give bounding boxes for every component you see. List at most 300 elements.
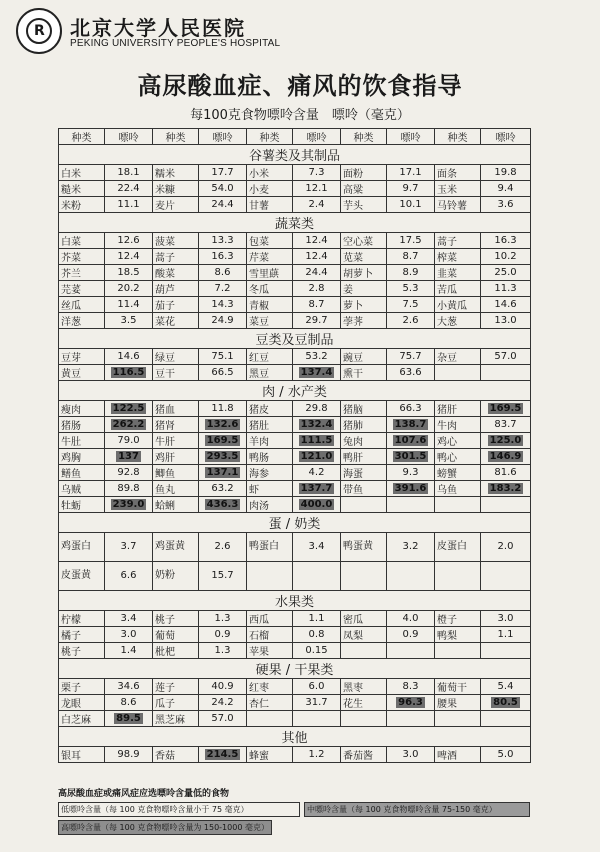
food-name: 猪皮 [247, 401, 293, 417]
purine-value: 7.3 [293, 165, 341, 181]
purine-value: 8.7 [293, 297, 341, 313]
high-purine-value: 132.6 [206, 419, 239, 430]
table-row [59, 627, 531, 643]
food-name: 茄子 [153, 297, 199, 313]
table-row [59, 297, 531, 313]
purine-value: 17.7 [199, 165, 247, 181]
food-name [341, 562, 387, 591]
purine-value: 2.4 [293, 197, 341, 213]
food-name: 青椒 [247, 297, 293, 313]
food-name: 马铃薯 [435, 197, 481, 213]
food-name: 皮蛋黄 [59, 562, 105, 591]
table-row [59, 695, 531, 711]
table-row [59, 349, 531, 365]
food-name: 韭菜 [435, 265, 481, 281]
food-name: 海蛋 [341, 465, 387, 481]
food-name: 石榴 [247, 627, 293, 643]
high-purine-value: 121.0 [300, 451, 333, 462]
purine-value: 25.0 [481, 265, 531, 281]
food-name: 苋菜 [341, 249, 387, 265]
purine-value [105, 449, 153, 465]
purine-value: 7.2 [199, 281, 247, 297]
hospital-header [8, 6, 368, 58]
legend-high: 高嘌呤含量（每 100 克食物嘌呤含量为 150-1000 毫克） [58, 820, 272, 835]
section-header-row [59, 213, 531, 233]
table-row [59, 233, 531, 249]
food-name: 鸡肝 [153, 449, 199, 465]
purine-value [387, 449, 435, 465]
purine-value [387, 695, 435, 711]
food-name: 葫芦 [153, 281, 199, 297]
food-name: 芋头 [341, 197, 387, 213]
purine-value: 8.3 [387, 679, 435, 695]
food-name: 猪肝 [435, 401, 481, 417]
purine-value: 1.1 [293, 611, 341, 627]
food-name: 鸭蛋白 [247, 533, 293, 562]
column-header-row [59, 129, 531, 145]
purine-value: 17.5 [387, 233, 435, 249]
purine-value [481, 481, 531, 497]
purine-value: 12.6 [105, 233, 153, 249]
purine-value [481, 497, 531, 513]
purine-value [293, 417, 341, 433]
column-header: 嘌呤 [481, 129, 531, 145]
table-row [59, 747, 531, 763]
food-name: 鸭肝 [341, 449, 387, 465]
purine-value: 12.4 [293, 249, 341, 265]
table-row [59, 679, 531, 695]
section-title: 蛋 / 奶类 [59, 513, 531, 533]
food-name: 包菜 [247, 233, 293, 249]
food-name: 密瓜 [341, 611, 387, 627]
section-header-row [59, 727, 531, 747]
purine-value [481, 711, 531, 727]
section-title: 蔬菜类 [59, 213, 531, 233]
food-name: 带鱼 [341, 481, 387, 497]
purine-value: 5.4 [481, 679, 531, 695]
purine-value [105, 401, 153, 417]
food-name: 酸菜 [153, 265, 199, 281]
food-name: 洋葱 [59, 313, 105, 329]
purine-value: 2.6 [387, 313, 435, 329]
purine-value: 16.3 [481, 233, 531, 249]
high-purine-value: 214.5 [206, 749, 239, 760]
food-name: 豆芽 [59, 349, 105, 365]
food-name: 米粉 [59, 197, 105, 213]
page-subtitle: 每100克食物嘌呤含量 嘌呤（毫克） [190, 108, 410, 123]
purine-value: 15.7 [199, 562, 247, 591]
purine-value: 2.8 [293, 281, 341, 297]
food-name: 羊肉 [247, 433, 293, 449]
section-header-row [59, 513, 531, 533]
purine-value: 92.8 [105, 465, 153, 481]
food-name: 虾 [247, 481, 293, 497]
food-name: 鱼丸 [153, 481, 199, 497]
purine-value: 5.3 [387, 281, 435, 297]
food-name: 蒿子 [435, 233, 481, 249]
food-name: 葡萄 [153, 627, 199, 643]
table-row [59, 313, 531, 329]
section-header-row [59, 591, 531, 611]
page-title: 高尿酸血症、痛风的饮食指导 [137, 72, 463, 100]
purine-value: 24.2 [199, 695, 247, 711]
purine-value [387, 497, 435, 513]
purine-value [293, 562, 341, 591]
purine-value: 11.4 [105, 297, 153, 313]
food-name: 麦片 [153, 197, 199, 213]
food-name: 黑芝麻 [153, 711, 199, 727]
food-name: 牡蛎 [59, 497, 105, 513]
food-name: 龙眼 [59, 695, 105, 711]
purine-value: 4.0 [387, 611, 435, 627]
table-row [59, 481, 531, 497]
food-name: 菜花 [153, 313, 199, 329]
legend-low: 低嘌呤含量（每 100 克食物嘌呤含量小于 75 毫克） [58, 802, 300, 817]
high-purine-value: 301.5 [394, 451, 427, 462]
column-header: 嘌呤 [387, 129, 435, 145]
purine-value: 63.2 [199, 481, 247, 497]
purine-value: 2.6 [199, 533, 247, 562]
high-purine-value: 107.6 [394, 435, 427, 446]
high-purine-value: 137 [118, 451, 139, 462]
food-name: 糯米 [153, 165, 199, 181]
purine-value: 3.4 [293, 533, 341, 562]
purine-value [105, 365, 153, 381]
food-name [435, 365, 481, 381]
section-header-row [59, 381, 531, 401]
purine-value [293, 481, 341, 497]
food-name: 面条 [435, 165, 481, 181]
purine-value: 6.6 [105, 562, 153, 591]
food-name: 栗子 [59, 679, 105, 695]
purine-value: 24.4 [293, 265, 341, 281]
purine-value: 18.5 [105, 265, 153, 281]
food-name: 鸭梨 [435, 627, 481, 643]
purine-value: 0.9 [387, 627, 435, 643]
purine-value: 1.3 [199, 643, 247, 659]
food-name: 面粉 [341, 165, 387, 181]
purine-value [293, 449, 341, 465]
purine-value [293, 433, 341, 449]
food-name: 小麦 [247, 181, 293, 197]
purine-value: 12.4 [293, 233, 341, 249]
food-name: 牛肝 [153, 433, 199, 449]
food-name: 蒿子 [153, 249, 199, 265]
food-name: 凤梨 [341, 627, 387, 643]
purine-value: 0.8 [293, 627, 341, 643]
high-purine-value: 80.5 [493, 697, 518, 708]
food-name: 空心菜 [341, 233, 387, 249]
food-name: 丝瓜 [59, 297, 105, 313]
purine-value [387, 643, 435, 659]
high-purine-value: 125.0 [489, 435, 522, 446]
food-name: 鸡蛋黄 [153, 533, 199, 562]
purine-value: 34.6 [105, 679, 153, 695]
table-row [59, 465, 531, 481]
food-name: 糙米 [59, 181, 105, 197]
food-name: 白菜 [59, 233, 105, 249]
hospital-name-cn: 北京大学人民医院 [70, 16, 246, 40]
purine-value [199, 497, 247, 513]
high-purine-value: 137.7 [300, 483, 333, 494]
food-name: 白米 [59, 165, 105, 181]
purine-value: 8.9 [387, 265, 435, 281]
column-header: 种类 [341, 129, 387, 145]
food-name: 猪肠 [59, 417, 105, 433]
purine-value: 14.6 [105, 349, 153, 365]
purine-value: 57.0 [199, 711, 247, 727]
purine-value [293, 365, 341, 381]
table-row [59, 497, 531, 513]
food-name: 姜 [341, 281, 387, 297]
purine-value: 0.15 [293, 643, 341, 659]
high-purine-value: 138.7 [394, 419, 427, 430]
purine-value: 12.4 [105, 249, 153, 265]
high-purine-value: 111.5 [300, 435, 333, 446]
column-header: 种类 [247, 129, 293, 145]
table-row [59, 281, 531, 297]
food-name: 腰果 [435, 695, 481, 711]
food-name: 胡萝卜 [341, 265, 387, 281]
purine-value: 63.6 [387, 365, 435, 381]
purine-value: 10.2 [481, 249, 531, 265]
food-name: 瘦肉 [59, 401, 105, 417]
purine-value: 3.0 [105, 627, 153, 643]
food-name [341, 643, 387, 659]
high-purine-value: 391.6 [394, 483, 427, 494]
purine-value: 75.1 [199, 349, 247, 365]
food-name: 桃子 [153, 611, 199, 627]
food-name: 西瓜 [247, 611, 293, 627]
food-name: 红豆 [247, 349, 293, 365]
food-name: 杏仁 [247, 695, 293, 711]
high-purine-value: 239.0 [112, 499, 145, 510]
food-name: 黑枣 [341, 679, 387, 695]
purine-value: 4.2 [293, 465, 341, 481]
food-name: 芥菜 [59, 249, 105, 265]
food-name: 芫荽 [59, 281, 105, 297]
purine-value [481, 695, 531, 711]
high-purine-value: 183.2 [489, 483, 522, 494]
food-name: 螃蟹 [435, 465, 481, 481]
purine-value: 1.4 [105, 643, 153, 659]
table-row [59, 449, 531, 465]
purine-value: 54.0 [199, 181, 247, 197]
food-name [435, 643, 481, 659]
purine-value [481, 449, 531, 465]
section-header-row [59, 329, 531, 349]
food-name: 小米 [247, 165, 293, 181]
purine-value: 17.1 [387, 165, 435, 181]
food-name: 桃子 [59, 643, 105, 659]
purine-value [199, 433, 247, 449]
purine-value: 2.0 [481, 533, 531, 562]
food-name: 皮蛋白 [435, 533, 481, 562]
food-name: 乌鱼 [435, 481, 481, 497]
purine-value: 1.1 [481, 627, 531, 643]
table-row [59, 181, 531, 197]
food-name: 绿豆 [153, 349, 199, 365]
food-name: 高粱 [341, 181, 387, 197]
food-name: 苦瓜 [435, 281, 481, 297]
purine-value [481, 433, 531, 449]
purine-value: 3.6 [481, 197, 531, 213]
purine-value [199, 747, 247, 763]
legend-mid: 中嘌呤含量（每 100 克食物嘌呤含量 75-150 毫克） [304, 802, 530, 817]
table-row [59, 562, 531, 591]
high-purine-value: 169.5 [206, 435, 239, 446]
food-name: 奶粉 [153, 562, 199, 591]
high-purine-value: 89.5 [116, 713, 141, 724]
purine-value [293, 497, 341, 513]
purine-value: 66.3 [387, 401, 435, 417]
food-name: 银耳 [59, 747, 105, 763]
food-name: 橘子 [59, 627, 105, 643]
table-row [59, 265, 531, 281]
purine-value [199, 417, 247, 433]
purine-value: 11.1 [105, 197, 153, 213]
column-header: 嘌呤 [105, 129, 153, 145]
food-name: 鸭肠 [247, 449, 293, 465]
food-name: 玉米 [435, 181, 481, 197]
food-name: 杂豆 [435, 349, 481, 365]
food-name: 兔肉 [341, 433, 387, 449]
high-purine-value: 122.5 [112, 403, 145, 414]
food-name: 大葱 [435, 313, 481, 329]
high-purine-value: 436.3 [206, 499, 239, 510]
food-name: 鸭蛋黄 [341, 533, 387, 562]
purine-value [481, 562, 531, 591]
food-name: 猪肚 [247, 417, 293, 433]
food-name [435, 562, 481, 591]
food-name [341, 497, 387, 513]
food-name [247, 562, 293, 591]
food-name: 芥兰 [59, 265, 105, 281]
food-name: 猪肾 [153, 417, 199, 433]
purine-table [58, 128, 531, 763]
purine-value: 29.7 [293, 313, 341, 329]
food-name: 番茄酱 [341, 747, 387, 763]
food-name: 米糠 [153, 181, 199, 197]
purine-value: 13.3 [199, 233, 247, 249]
food-name: 香菇 [153, 747, 199, 763]
food-name: 瓜子 [153, 695, 199, 711]
food-name: 乌贼 [59, 481, 105, 497]
food-name [341, 711, 387, 727]
purine-value: 89.8 [105, 481, 153, 497]
food-name: 猪脑 [341, 401, 387, 417]
food-name: 花生 [341, 695, 387, 711]
high-purine-value: 400.0 [300, 499, 333, 510]
legend-title: 高尿酸血症或痛风症应选嘌呤含量低的食物 [58, 789, 230, 799]
hospital-logo-icon: R [16, 8, 62, 54]
food-name: 黄豆 [59, 365, 105, 381]
high-purine-value: 96.3 [398, 697, 423, 708]
purine-value: 3.0 [481, 611, 531, 627]
purine-value: 57.0 [481, 349, 531, 365]
purine-value: 3.7 [105, 533, 153, 562]
purine-value [105, 497, 153, 513]
purine-value [387, 417, 435, 433]
table-row [59, 365, 531, 381]
purine-value: 66.5 [199, 365, 247, 381]
food-name [247, 711, 293, 727]
purine-value [387, 562, 435, 591]
food-name: 柠檬 [59, 611, 105, 627]
food-name: 菠菜 [153, 233, 199, 249]
purine-value: 9.7 [387, 181, 435, 197]
high-purine-value: 137.1 [206, 467, 239, 478]
purine-value: 10.1 [387, 197, 435, 213]
high-purine-value: 132.4 [300, 419, 333, 430]
purine-value: 24.9 [199, 313, 247, 329]
food-name: 苹果 [247, 643, 293, 659]
table-row [59, 417, 531, 433]
purine-value: 31.7 [293, 695, 341, 711]
high-purine-value: 169.5 [489, 403, 522, 414]
food-name: 葡萄干 [435, 679, 481, 695]
food-name: 豆干 [153, 365, 199, 381]
purine-value: 18.1 [105, 165, 153, 181]
column-header: 嘌呤 [199, 129, 247, 145]
purine-value: 75.7 [387, 349, 435, 365]
purine-value: 98.9 [105, 747, 153, 763]
purine-value [105, 417, 153, 433]
food-name [435, 711, 481, 727]
purine-value: 3.2 [387, 533, 435, 562]
section-title: 水果类 [59, 591, 531, 611]
food-name: 萝卜 [341, 297, 387, 313]
food-name: 甘薯 [247, 197, 293, 213]
food-name: 鸡蛋白 [59, 533, 105, 562]
food-name: 蜂蜜 [247, 747, 293, 763]
table-row [59, 197, 531, 213]
section-title: 其他 [59, 727, 531, 747]
table-row [59, 401, 531, 417]
purine-value [387, 481, 435, 497]
purine-value: 14.6 [481, 297, 531, 313]
purine-value: 53.2 [293, 349, 341, 365]
table-row [59, 249, 531, 265]
table-row [59, 611, 531, 627]
column-header: 种类 [435, 129, 481, 145]
food-name: 鲫鱼 [153, 465, 199, 481]
high-purine-value: 116.5 [112, 367, 145, 378]
purine-value [387, 711, 435, 727]
section-header-row [59, 145, 531, 165]
food-name: 冬瓜 [247, 281, 293, 297]
table-row [59, 643, 531, 659]
food-name: 啤酒 [435, 747, 481, 763]
food-name: 鳝鱼 [59, 465, 105, 481]
purine-value: 14.3 [199, 297, 247, 313]
high-purine-value: 262.2 [112, 419, 145, 430]
purine-value: 81.6 [481, 465, 531, 481]
food-name: 芹菜 [247, 249, 293, 265]
food-name: 猪肺 [341, 417, 387, 433]
purine-value: 9.4 [481, 181, 531, 197]
purine-value: 8.6 [105, 695, 153, 711]
food-name: 鸡心 [435, 433, 481, 449]
section-header-row [59, 659, 531, 679]
food-name: 红枣 [247, 679, 293, 695]
food-name: 猪血 [153, 401, 199, 417]
purine-value: 22.4 [105, 181, 153, 197]
purine-value: 83.7 [481, 417, 531, 433]
food-name: 小黄瓜 [435, 297, 481, 313]
purine-value: 20.2 [105, 281, 153, 297]
purine-value: 7.5 [387, 297, 435, 313]
